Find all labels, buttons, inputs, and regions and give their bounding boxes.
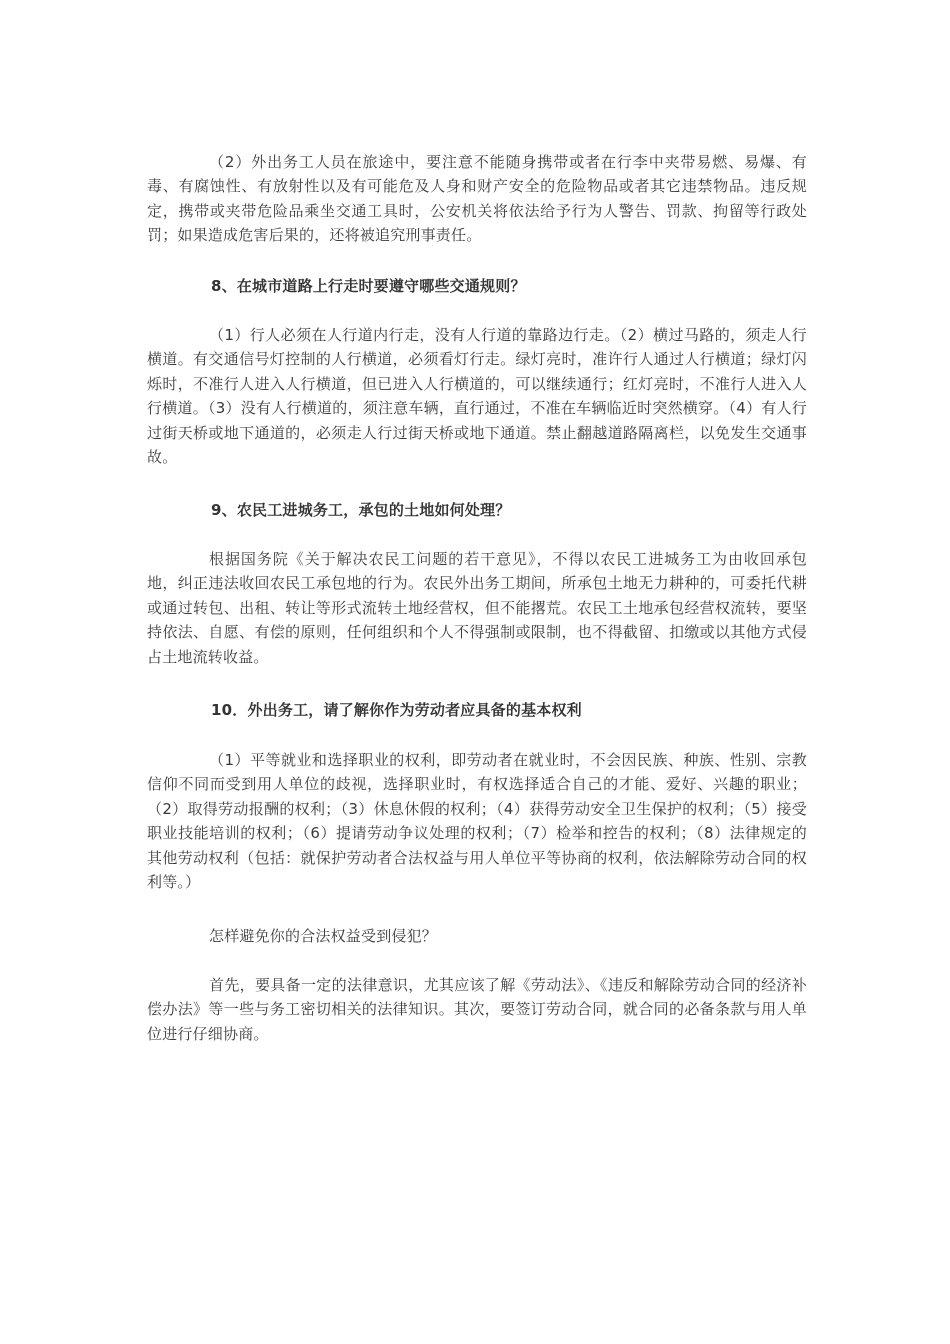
heading-section-9: 9、农民工进城务工，承包的土地如何处理？ xyxy=(211,501,511,519)
paragraph-rights-protection: 首先，要具备一定的法律意识，尤其应该了解《劳动法》、《违反和解除劳动合同的经济补偿办法》等一些与务工密切相关的法律知识。其次，要签订劳动合同，就合同的必备条款与用人单位进行仔细协商。 xyxy=(147,976,807,1043)
paragraph-worker-rights: （1）平等就业和选择职业的权利，即劳动者在就业时，不会因民族、种族、性别、宗教信仰不同而受到用人单位的歧视，选择职业时，有权选择适合自己的才能、爱好、兴趣的职业；（2）取得劳动报酬的权利；（3）休息休假的权利；（4）获得劳动安全卫生保护的权利；（5）接受职业技能培训的权利；（6）提请劳动争议处理的权利；（7）检举和控告的权利；（8）法律规定的其他劳动权利（包括：就保护劳动者合法权益与用人单位平等协商的权利，依法解除劳动合同的权利等。） xyxy=(147,751,807,892)
paragraph-land-contract: 根据国务院《关于解决农民工问题的若干意见》，不得以农民工进城务工为由收回承包地，纠正违法收回农民工承包地的行为。农民外出务工期间，所承包土地无力耕种的，可委托代耕或通过转包、出租、转让等形式流转土地经营权，但不能撂荒。农民工土地承包经营权流转，要坚持依法、自愿、有偿的原则，任何组织和个人不得强制或限制，也不得截留、扣缴或以其他方式侵占土地流转收益。 xyxy=(147,550,807,666)
heading-section-10: 10．外出务工，请了解你作为劳动者应具备的基本权利 xyxy=(211,701,582,719)
heading-section-8: 8、在城市道路上行走时要遵守哪些交通规则？ xyxy=(211,277,526,295)
paragraph-dangerous-goods: （2）外出务工人员在旅途中，要注意不能随身携带或者在行李中夹带易燃、易爆、有毒、有腐蚀性、有放射性以及有可能危及人身和财产安全的危险物品或者其它违禁物品。违反规定，携带或夹带危险品乘坐交通工具时，公安机关将依法给予行为人警告、罚款、拘留等行政处罚；如果造成危害后果的，还将被追究刑事责任。 xyxy=(147,153,807,245)
paragraph-traffic-rules: （1）行人必须在人行道内行走，没有人行道的靠路边行走。（2）横过马路的，须走人行横道。有交通信号灯控制的人行横道，必须看灯行走。绿灯亮时，准许行人通过人行横道；绿灯闪烁时，不准行人进入人行横道，但已进入人行横道的，可以继续通行；红灯亮时，不准行人进入人行横道。（3）没有人行横道的，须注意车辆，直行通过，不准在车辆临近时突然横穿。（4）有人行过街天桥或地下通道的，必须走人行过街天桥或地下通道。禁止翻越道路隔离栏，以免发生交通事故。 xyxy=(147,326,807,467)
paragraph-rights-question: 怎样避免你的合法权益受到侵犯？ xyxy=(209,927,438,945)
